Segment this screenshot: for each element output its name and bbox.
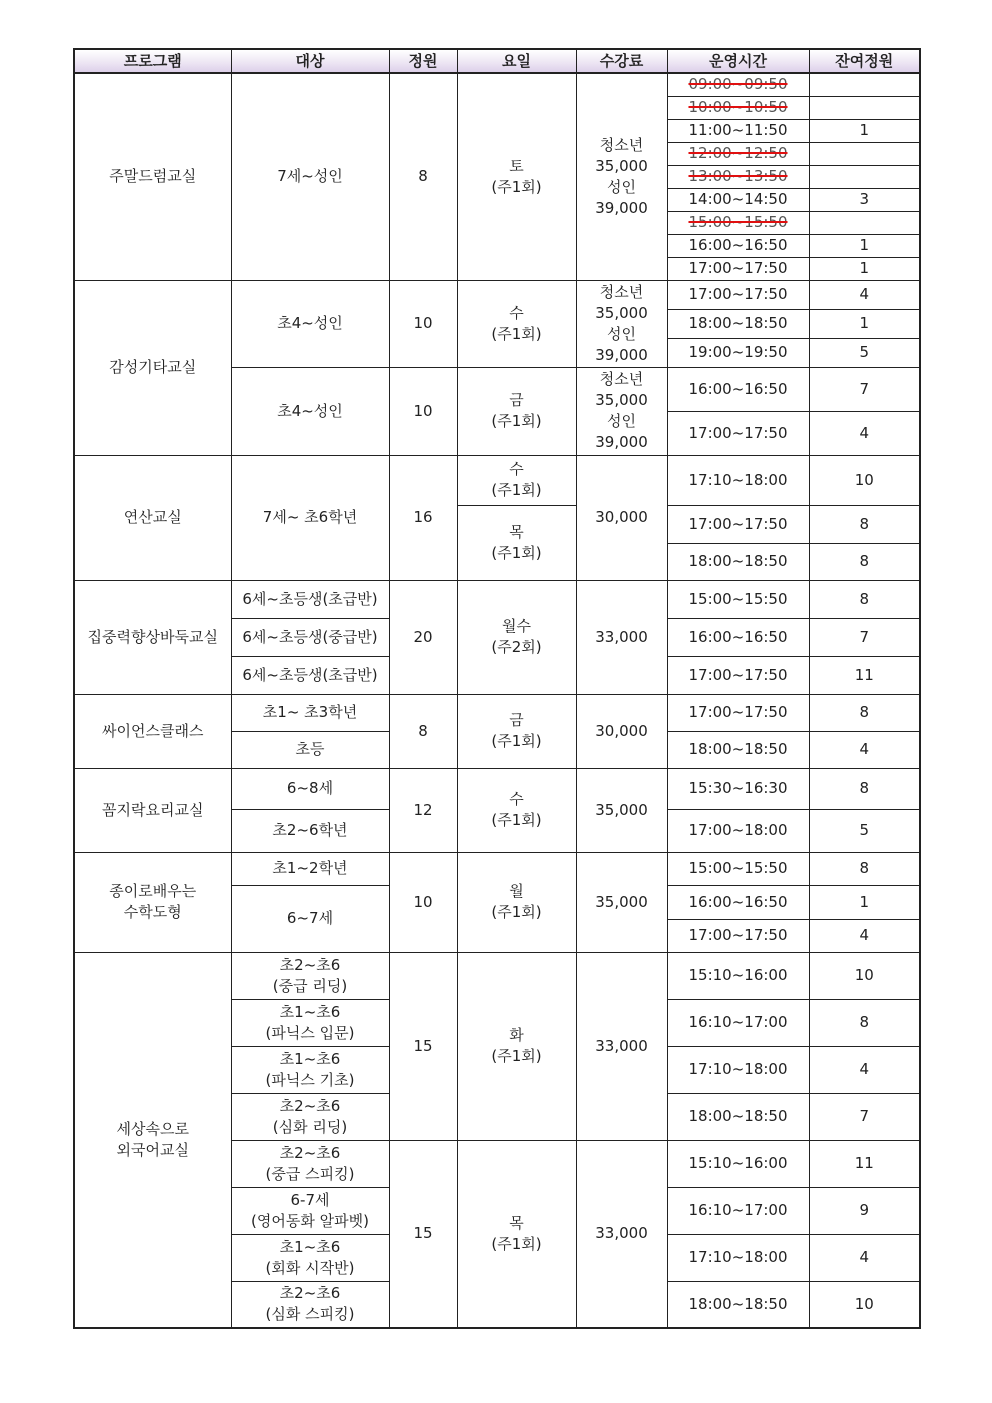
target-grade: 초2~초6 — [279, 955, 341, 974]
target-level: (파닉스 기초) — [265, 1070, 355, 1089]
program-name: 주말드럼교실 — [74, 73, 231, 280]
day-label: 목 — [509, 522, 524, 541]
day-cell — [457, 367, 576, 455]
target-cell: 6세~초등생(초급반) — [231, 656, 389, 694]
table-row — [74, 952, 920, 999]
day-cell — [457, 768, 576, 852]
program-name: 연산교실 — [74, 455, 231, 580]
remaining-cell: 8 — [809, 768, 920, 809]
time-cell: 17:00~17:50 — [667, 280, 809, 309]
remaining-cell: 7 — [809, 618, 920, 656]
table-row — [74, 73, 920, 96]
capacity-cell: 8 — [389, 694, 457, 768]
target-level: (중급 리딩) — [272, 976, 348, 995]
target-level: (회화 시작반) — [265, 1258, 355, 1277]
fee-cell: 33,000 — [576, 1140, 667, 1328]
target-cell: 7세~ 초6학년 — [231, 455, 389, 580]
day-cell — [457, 1140, 576, 1328]
header-day: 요일 — [457, 49, 576, 73]
remaining-cell: 8 — [809, 852, 920, 885]
target-level: (파닉스 입문) — [265, 1023, 355, 1042]
target-cell: 6세~초등생(초급반) — [231, 580, 389, 618]
target-cell: 6~7세 — [231, 885, 389, 952]
frequency-label: (주1회) — [491, 177, 542, 196]
time-closed: 10:00~10:50 — [688, 98, 788, 116]
capacity-cell: 16 — [389, 455, 457, 580]
frequency-label: (주1회) — [491, 481, 542, 499]
time-cell: 18:00~18:50 — [667, 731, 809, 768]
time-cell: 11:00~11:50 — [667, 119, 809, 142]
fee-youth-value: 35,000 — [595, 303, 648, 322]
remaining-cell — [809, 73, 920, 96]
fee-youth-label: 청소년 — [599, 282, 644, 301]
time-cell: 15:30~16:30 — [667, 768, 809, 809]
time-closed: 09:00~09:50 — [688, 75, 788, 94]
fee-cell: 30,000 — [576, 694, 667, 768]
target-cell — [231, 999, 389, 1046]
fee-adult-value: 39,000 — [595, 198, 648, 217]
remaining-cell: 4 — [809, 1234, 920, 1281]
program-name: 싸이언스클래스 — [74, 694, 231, 768]
day-label: 월수 — [502, 617, 531, 635]
frequency-label: (주1회) — [491, 903, 542, 921]
program-name-line2: 외국어교실 — [116, 1140, 189, 1159]
time-cell: 17:00~17:50 — [667, 411, 809, 455]
program-name — [74, 852, 231, 952]
fee-youth-label: 청소년 — [599, 135, 644, 154]
target-cell — [231, 952, 389, 999]
frequency-label: (주1회) — [491, 412, 542, 430]
capacity-cell: 15 — [389, 1140, 457, 1328]
time-cell: 14:00~14:50 — [667, 188, 809, 211]
day-label: 수 — [509, 790, 524, 808]
program-name-line2: 수학도형 — [123, 903, 182, 921]
fee-cell — [576, 73, 667, 280]
time-cell — [667, 211, 809, 234]
time-cell — [667, 73, 809, 96]
target-level: (영어동화 알파벳) — [251, 1211, 369, 1230]
day-cell — [457, 73, 576, 280]
remaining-cell: 5 — [809, 809, 920, 852]
frequency-label: (주1회) — [491, 1234, 542, 1253]
remaining-cell: 7 — [809, 1093, 920, 1140]
target-grade: 6-7세 — [290, 1190, 330, 1209]
fee-youth-value: 35,000 — [595, 391, 648, 409]
time-cell: 16:00~16:50 — [667, 618, 809, 656]
time-cell: 15:00~15:50 — [667, 852, 809, 885]
frequency-label: (주1회) — [491, 1047, 542, 1065]
capacity-cell: 12 — [389, 768, 457, 852]
fee-cell — [576, 280, 667, 367]
remaining-cell: 5 — [809, 338, 920, 367]
capacity-cell: 10 — [389, 280, 457, 367]
target-cell — [231, 1140, 389, 1187]
time-cell: 18:00~18:50 — [667, 1093, 809, 1140]
day-cell — [457, 280, 576, 367]
program-name: 집중력향상바둑교실 — [74, 580, 231, 694]
program-name-line1: 종이로배우는 — [109, 882, 197, 900]
target-cell: 6세~초등생(중급반) — [231, 618, 389, 656]
fee-cell: 33,000 — [576, 952, 667, 1140]
frequency-label: (주1회) — [491, 543, 542, 562]
frequency-label: (주1회) — [491, 324, 542, 343]
fee-youth-value: 35,000 — [595, 156, 648, 175]
day-cell — [457, 580, 576, 694]
capacity-cell: 15 — [389, 952, 457, 1140]
time-cell: 17:00~17:50 — [667, 257, 809, 280]
time-cell: 17:10~18:00 — [667, 1046, 809, 1093]
remaining-cell: 8 — [809, 543, 920, 580]
fee-cell — [576, 367, 667, 455]
target-grade: 초1~초6 — [279, 1237, 341, 1256]
capacity-cell: 20 — [389, 580, 457, 694]
header-capacity: 정원 — [389, 49, 457, 73]
time-cell: 17:10~18:00 — [667, 455, 809, 505]
frequency-label: (주1회) — [491, 811, 542, 829]
fee-adult-label: 성인 — [607, 412, 636, 430]
target-cell — [231, 1234, 389, 1281]
remaining-cell: 7 — [809, 367, 920, 411]
target-cell: 초2~6학년 — [231, 809, 389, 852]
remaining-cell: 10 — [809, 952, 920, 999]
time-cell: 16:10~17:00 — [667, 1187, 809, 1234]
header-remaining: 잔여정원 — [809, 49, 920, 73]
target-cell: 초4~성인 — [231, 280, 389, 367]
target-level: (심화 리딩) — [272, 1117, 348, 1136]
time-cell: 19:00~19:50 — [667, 338, 809, 367]
time-cell: 18:00~18:50 — [667, 309, 809, 338]
time-closed: 15:00~15:50 — [688, 213, 788, 231]
fee-adult-label: 성인 — [607, 324, 636, 343]
remaining-cell: 4 — [809, 731, 920, 768]
capacity-cell: 10 — [389, 852, 457, 952]
time-cell: 17:00~17:50 — [667, 694, 809, 731]
day-label: 수 — [509, 460, 524, 478]
target-grade: 초1~초6 — [279, 1002, 341, 1021]
day-label: 토 — [509, 156, 524, 175]
remaining-cell: 3 — [809, 188, 920, 211]
time-closed: 12:00~12:50 — [688, 144, 788, 162]
remaining-cell — [809, 165, 920, 188]
day-cell — [457, 694, 576, 768]
program-name — [74, 952, 231, 1328]
remaining-cell — [809, 96, 920, 119]
time-cell: 17:00~17:50 — [667, 505, 809, 543]
table-row — [74, 280, 920, 309]
table-row — [74, 580, 920, 618]
time-cell: 15:10~16:00 — [667, 952, 809, 999]
frequency-label: (주2회) — [491, 638, 542, 656]
day-cell — [457, 505, 576, 580]
day-label: 화 — [509, 1026, 524, 1044]
time-cell: 16:00~16:50 — [667, 885, 809, 919]
time-cell: 16:00~16:50 — [667, 234, 809, 257]
time-cell: 16:10~17:00 — [667, 999, 809, 1046]
target-cell: 6~8세 — [231, 768, 389, 809]
remaining-cell: 8 — [809, 694, 920, 731]
day-label: 수 — [509, 303, 524, 322]
day-cell — [457, 952, 576, 1140]
time-cell: 16:00~16:50 — [667, 367, 809, 411]
table-row — [74, 455, 920, 505]
remaining-cell: 1 — [809, 885, 920, 919]
table-row — [74, 694, 920, 731]
target-cell: 초4~성인 — [231, 367, 389, 455]
remaining-cell: 8 — [809, 505, 920, 543]
target-cell — [231, 1046, 389, 1093]
header-time: 운영시간 — [667, 49, 809, 73]
fee-adult-label: 성인 — [607, 177, 636, 196]
capacity-cell: 8 — [389, 73, 457, 280]
day-label: 금 — [509, 711, 524, 729]
frequency-label: (주1회) — [491, 732, 542, 750]
day-cell — [457, 852, 576, 952]
remaining-cell — [809, 211, 920, 234]
day-label: 월 — [509, 882, 524, 900]
day-label: 목 — [509, 1213, 524, 1232]
remaining-cell: 4 — [809, 280, 920, 309]
remaining-cell: 4 — [809, 411, 920, 455]
target-cell — [231, 1093, 389, 1140]
capacity-cell: 10 — [389, 367, 457, 455]
program-schedule-table — [73, 48, 921, 1329]
target-cell: 초1~ 초3학년 — [231, 694, 389, 731]
target-level: (심화 스피킹) — [265, 1305, 355, 1324]
header-program: 프로그램 — [74, 49, 231, 73]
remaining-cell: 4 — [809, 919, 920, 952]
program-name: 꼼지락요리교실 — [74, 768, 231, 852]
time-cell — [667, 165, 809, 188]
time-cell: 17:00~18:00 — [667, 809, 809, 852]
fee-cell: 33,000 — [576, 580, 667, 694]
fee-adult-value: 39,000 — [595, 345, 648, 364]
remaining-cell: 1 — [809, 234, 920, 257]
time-cell — [667, 142, 809, 165]
time-cell: 17:10~18:00 — [667, 1234, 809, 1281]
fee-cell: 35,000 — [576, 852, 667, 952]
remaining-cell: 9 — [809, 1187, 920, 1234]
target-cell: 7세~성인 — [231, 73, 389, 280]
time-cell: 17:00~17:50 — [667, 919, 809, 952]
time-cell: 18:00~18:50 — [667, 1281, 809, 1328]
target-cell: 초등 — [231, 731, 389, 768]
fee-cell: 30,000 — [576, 455, 667, 580]
remaining-cell: 1 — [809, 119, 920, 142]
program-name-line1: 세상속으로 — [116, 1119, 189, 1138]
remaining-cell: 11 — [809, 656, 920, 694]
header-fee: 수강료 — [576, 49, 667, 73]
header-row — [74, 49, 920, 73]
time-cell: 17:00~17:50 — [667, 656, 809, 694]
remaining-cell: 10 — [809, 455, 920, 505]
time-cell — [667, 96, 809, 119]
remaining-cell: 4 — [809, 1046, 920, 1093]
remaining-cell: 8 — [809, 580, 920, 618]
remaining-cell: 1 — [809, 309, 920, 338]
remaining-cell: 8 — [809, 999, 920, 1046]
fee-youth-label: 청소년 — [599, 370, 644, 388]
day-cell — [457, 455, 576, 505]
time-cell: 15:00~15:50 — [667, 580, 809, 618]
fee-cell: 35,000 — [576, 768, 667, 852]
target-grade: 초2~초6 — [279, 1096, 341, 1115]
time-closed: 13:00~13:50 — [688, 167, 788, 185]
day-label: 금 — [509, 391, 524, 409]
target-level: (중급 스피킹) — [265, 1164, 355, 1183]
remaining-cell: 10 — [809, 1281, 920, 1328]
table-row — [74, 852, 920, 885]
remaining-cell: 11 — [809, 1140, 920, 1187]
target-grade: 초1~초6 — [279, 1049, 341, 1068]
target-cell — [231, 1281, 389, 1328]
remaining-cell — [809, 142, 920, 165]
target-grade: 초2~초6 — [279, 1284, 341, 1303]
time-cell: 18:00~18:50 — [667, 543, 809, 580]
fee-adult-value: 39,000 — [595, 433, 648, 451]
target-grade: 초2~초6 — [279, 1143, 341, 1162]
target-cell — [231, 1187, 389, 1234]
target-cell: 초1~2학년 — [231, 852, 389, 885]
program-name: 감성기타교실 — [74, 280, 231, 455]
table-row — [74, 768, 920, 809]
header-target: 대상 — [231, 49, 389, 73]
time-cell: 15:10~16:00 — [667, 1140, 809, 1187]
remaining-cell: 1 — [809, 257, 920, 280]
